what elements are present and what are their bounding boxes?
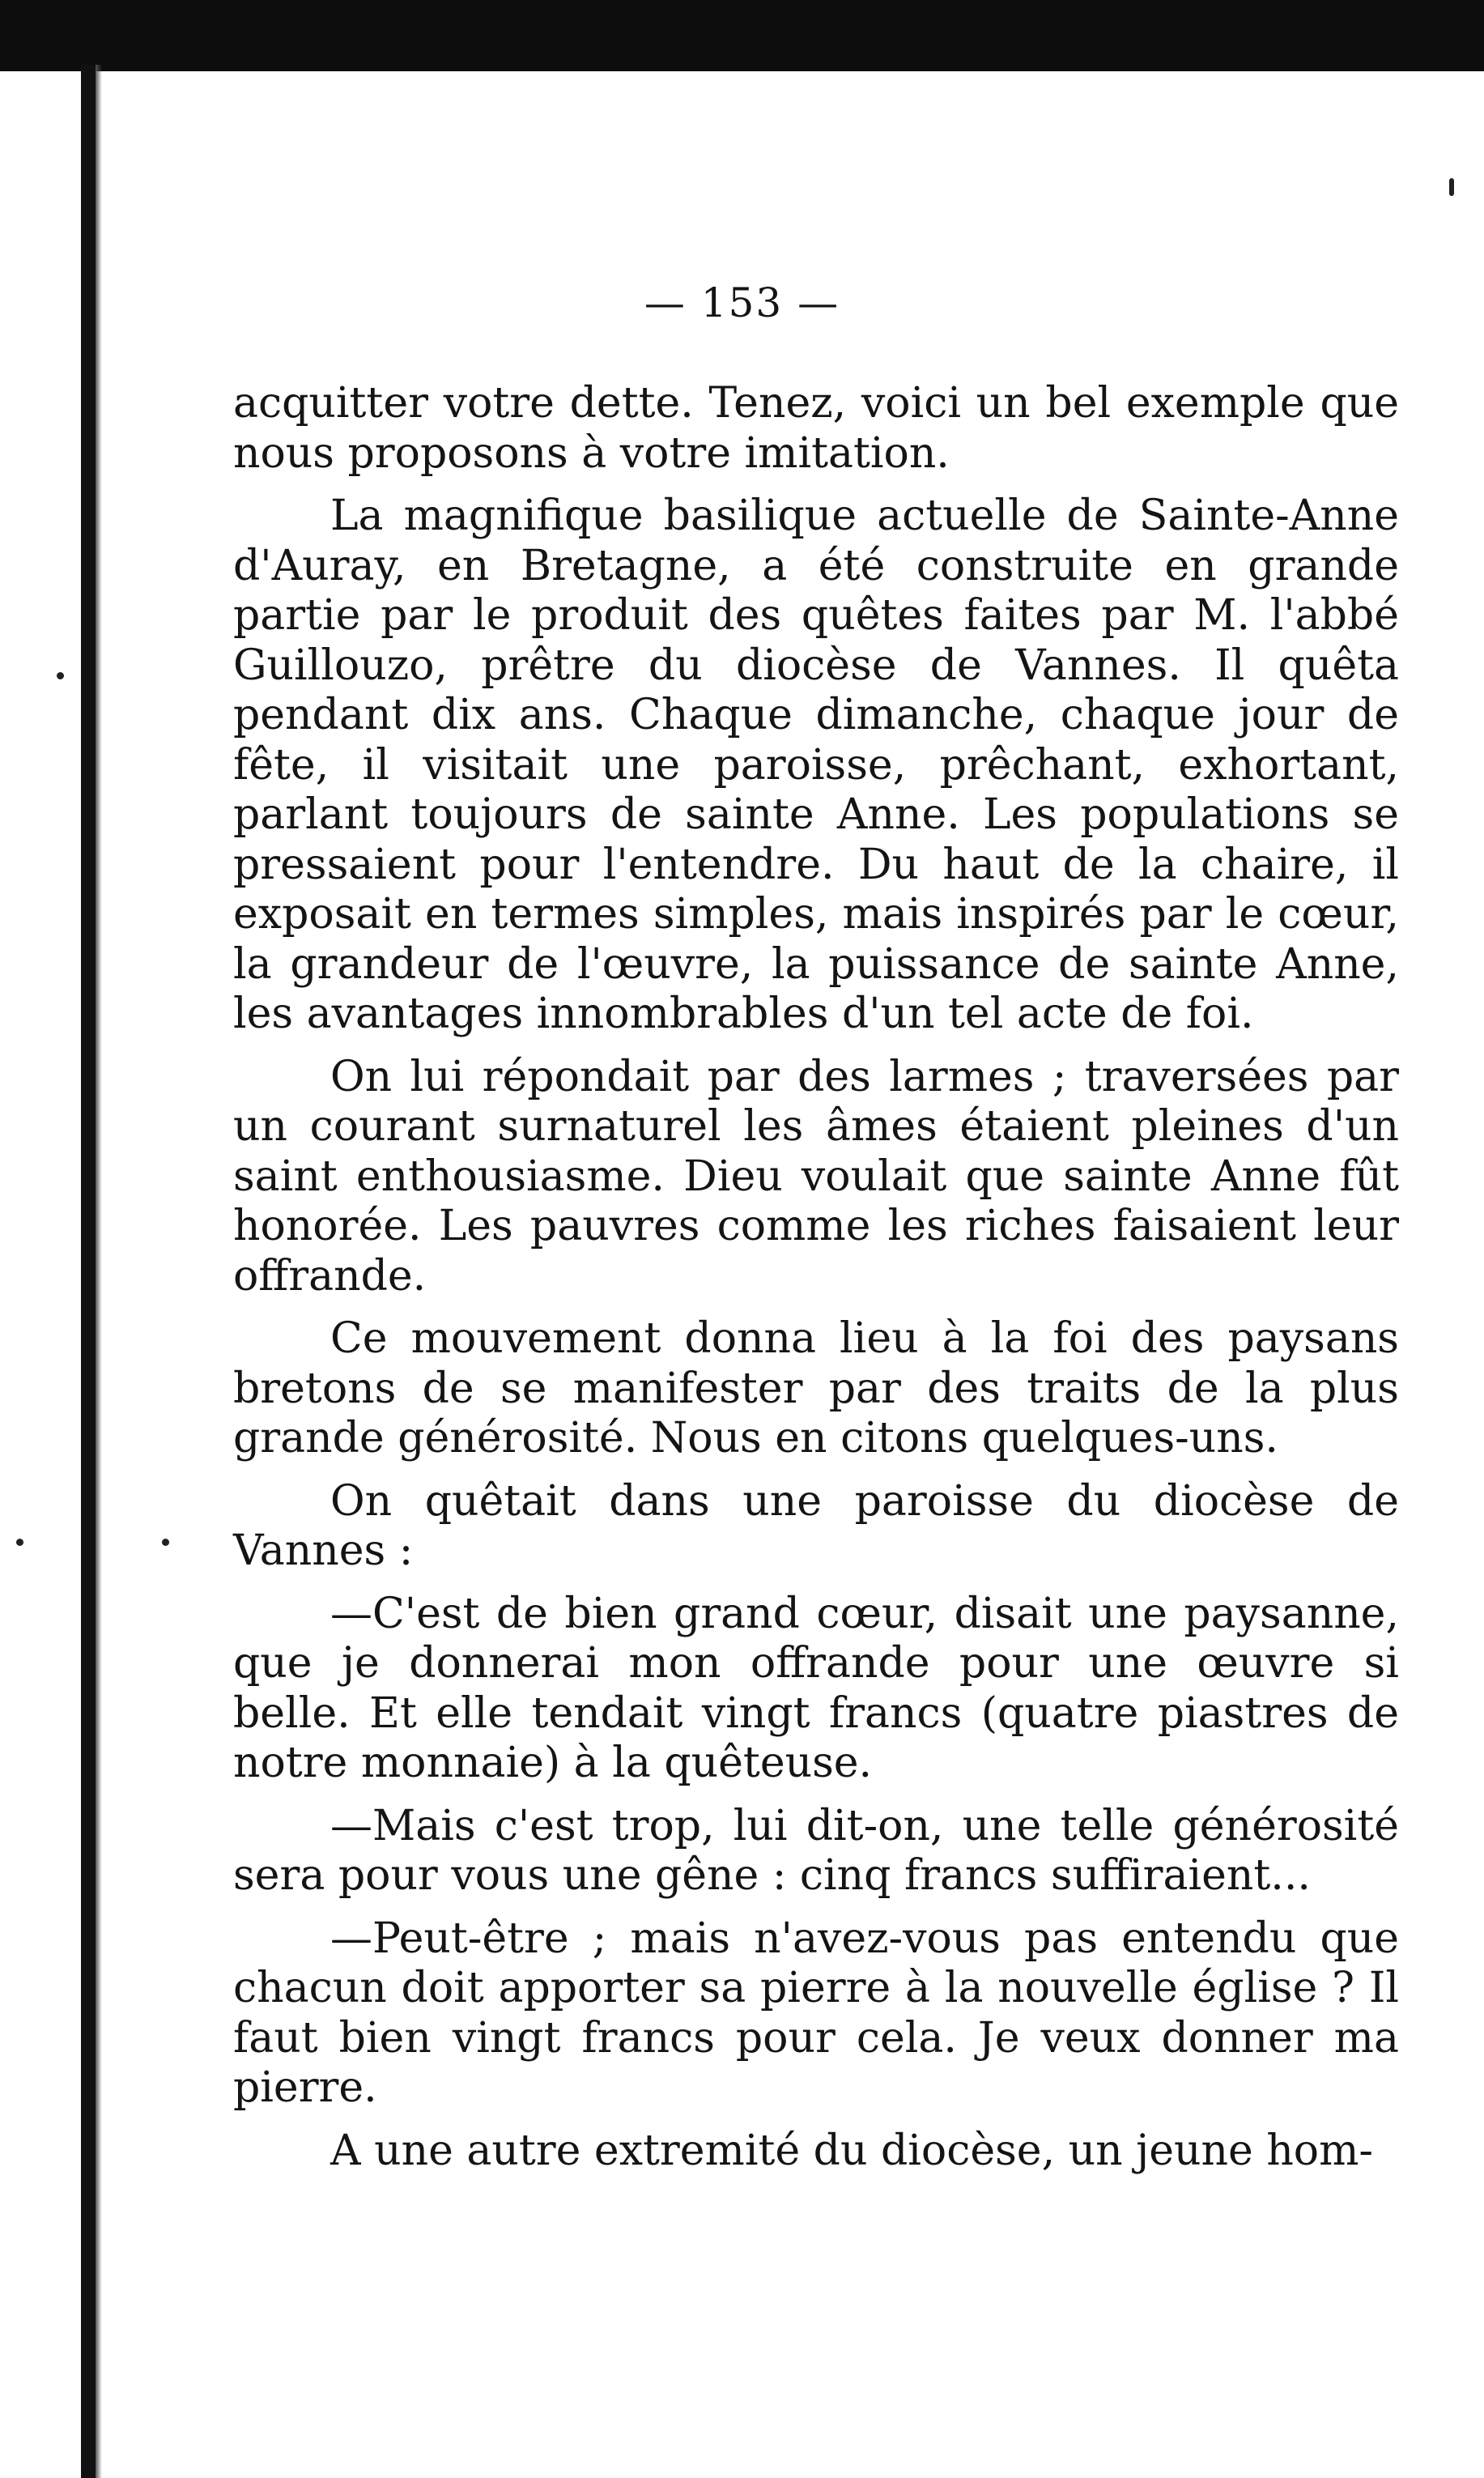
scan-left-shadow [96, 65, 102, 2478]
page-number: — 153 — [644, 279, 840, 326]
body-text [233, 379, 1399, 2189]
paragraph: La magnifique basilique actuelle de Sainte-Anne d'Auray, en Bretagne, a été construite en grande partie par le produit des quêtes faites par M. l'abbé Guillouzo, prêtre du diocèse de Vannes. Il quêta pendant dix ans. Chaque dimanche, chaque jour de fête, il visitait une paroisse, prêchant, exhortant, parlant toujours de sainte Anne. Les populations se pressaient pour l'entendre. Du haut de la chaire, il exposait en termes simples, mais inspirés par le cœur, la grandeur de l'œuvre, la puissance de sainte Anne, les avantages innombrables d'un tel acte de foi. [233, 492, 1399, 1038]
scan-speck [1449, 178, 1454, 196]
scan-speck [57, 672, 64, 679]
paragraph: —Peut-être ; mais n'avez-vous pas entendu que chacun doit apporter sa pierre à la nouvelle église ? Il faut bien vingt francs pour cela. Je veux donner ma pierre. [233, 1914, 1399, 2112]
paragraph: —C'est de bien grand cœur, disait une paysanne, que je donnerai mon offrande pour une œuvre si belle. Et elle tendait vingt francs (quatre piastres de notre monnaie) à la quêteuse. [233, 1589, 1399, 1787]
scan-speck [16, 1539, 23, 1546]
paragraph: —Mais c'est trop, lui dit-on, une telle générosité sera pour vous une gêne : cinq francs suffiraient... [233, 1801, 1399, 1900]
scan-top-border [0, 0, 1484, 71]
paragraph: On quêtait dans une paroisse du diocèse de Vannes : [233, 1476, 1399, 1575]
paragraph: Ce mouvement donna lieu à la foi des paysans bretons de se manifester par des traits de la plus grande générosité. Nous en citons quelques-uns. [233, 1314, 1399, 1463]
paragraph: A une autre extremité du diocèse, un jeune hom- [330, 2126, 1373, 2175]
scan-left-border [81, 65, 96, 2478]
paragraph: acquitter votre dette. Tenez, voici un bel exemple que nous proposons à votre imitation. [233, 379, 1399, 478]
scan-speck [162, 1539, 169, 1546]
paragraph: On lui répondait par des larmes ; traversées par un courant surnaturel les âmes étaient pleines d'un saint enthousiasme. Dieu voulait que sainte Anne fût honorée. Les pauvres comme les riches faisaient leur offrande. [233, 1052, 1399, 1301]
